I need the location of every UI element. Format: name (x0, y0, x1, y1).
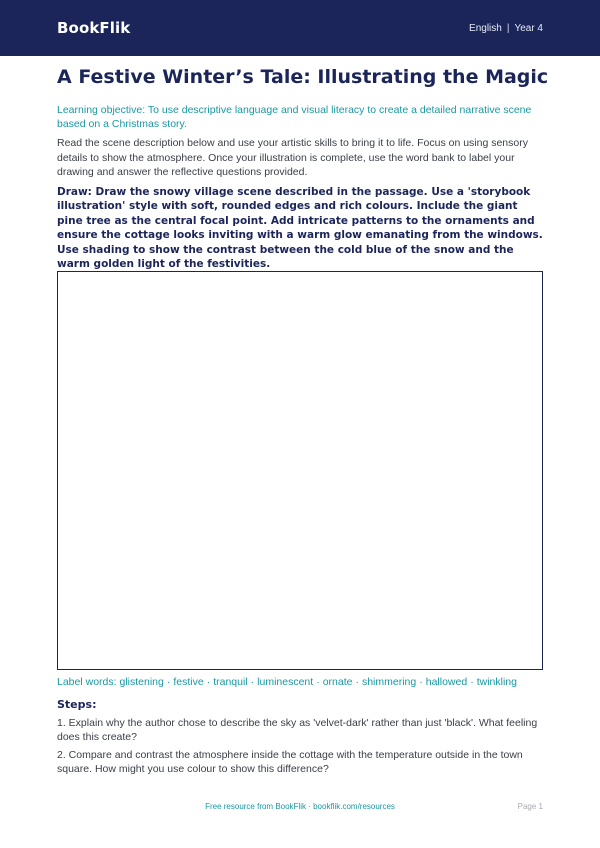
word-separator: · (316, 676, 320, 688)
step-item: 1. Explain why the author chose to describe the sky as 'velvet-dark' rather than just 'black'. What feeling does this create? (57, 717, 538, 743)
steps-heading: Steps: (57, 698, 97, 711)
word-item: luminescent (257, 676, 314, 688)
word-separator: · (166, 676, 171, 688)
page-header (0, 0, 600, 56)
subject-label: English (469, 22, 502, 34)
intro-text: Read the scene description below and use your artistic skills to bring it to life. Focus on using sensory details to show the atmosphere. Once your illustration is complete, use the word bank to label your drawing and answer the reflective questions provided. (57, 137, 528, 178)
page-title: A Festive Winter’s Tale: Illustrating the Magic (57, 66, 549, 88)
subject-meta (469, 23, 543, 34)
page-number: Page 1 (517, 802, 543, 811)
drawing-instruction: Draw: Draw the snowy village scene described in the passage. Use a 'storybook illustration' style with soft, rounded edges and rich colours. Include the giant pine tree as the central focal point. Add intricate patterns to the ornaments and ensure the cottage looks inviting with a warm glow emanating from the windows. Use shading to show the contrast between the cold blue of the snow and the warm golden light of the festivities. (57, 186, 543, 271)
word-item: festive (173, 676, 204, 688)
word-item: hallowed (425, 676, 468, 688)
steps-list (57, 716, 543, 780)
word-separator: · (250, 676, 255, 688)
footer-credit: Free resource from BookFlik · bookflik.com/resources (205, 802, 395, 811)
word-separator: · (355, 676, 359, 688)
word-separator: · (419, 676, 423, 688)
step-item: 2. Compare and contrast the atmosphere inside the cottage with the temperature outside in the town square. How might you use colour to show this difference? (57, 749, 523, 775)
word-bank (57, 676, 543, 689)
meta-separator: | (506, 22, 510, 34)
word-separator: · (470, 676, 474, 688)
word-bank-label: Label words: (57, 676, 117, 688)
word-item: tranquil (213, 676, 248, 688)
drawing-area[interactable] (57, 271, 543, 670)
word-separator: · (206, 676, 211, 688)
word-item: twinkling (476, 676, 517, 688)
learning-objective: Learning objective: To use descriptive language and visual literacy to create a detailed narrative scene based on a Christmas story. (57, 104, 532, 130)
word-item: glistening (119, 676, 164, 688)
brand-logo: BookFlik (57, 19, 131, 37)
word-item: shimmering (361, 676, 417, 688)
year-label: Year 4 (514, 22, 543, 34)
word-item: ornate (322, 676, 353, 688)
